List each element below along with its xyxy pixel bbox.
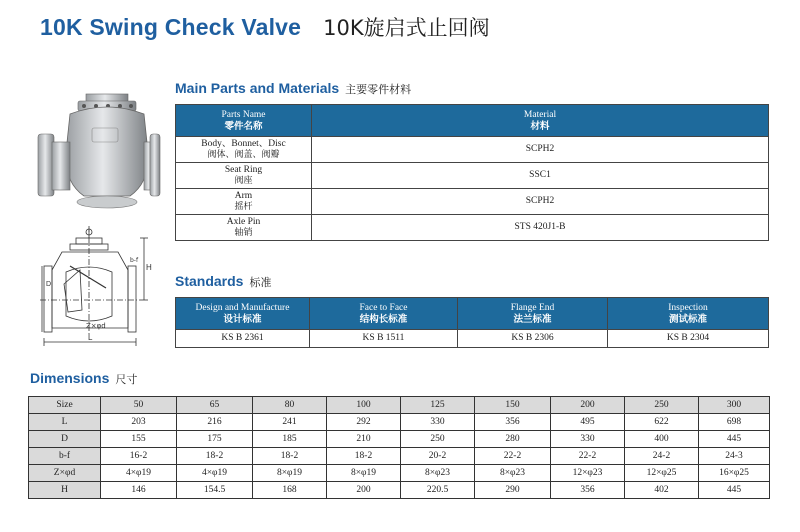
table-cell: 50 (101, 397, 177, 414)
table-cell: 330 (401, 414, 475, 431)
table-cell: 12×φ23 (551, 465, 625, 482)
table-cell: 150 (475, 397, 551, 414)
table-cell: 300 (699, 397, 770, 414)
table-cell: 146 (101, 482, 177, 499)
table-cell: 22-2 (551, 448, 625, 465)
table-cell: 200 (327, 482, 401, 499)
table-cell: 200 (551, 397, 625, 414)
table-row (29, 414, 770, 431)
table-cell: 8×φ23 (475, 465, 551, 482)
table-cell: 356 (475, 414, 551, 431)
parts-header-material: Material 材料 (312, 105, 769, 137)
table-cell: 8×φ23 (401, 465, 475, 482)
table-cell: 20-2 (401, 448, 475, 465)
drawing-label-d: D (46, 281, 52, 288)
table-cell: 292 (327, 414, 401, 431)
table-row (29, 431, 770, 448)
table-cell: 445 (699, 482, 770, 499)
table-cell: 250 (625, 397, 699, 414)
drawing-label-h: H (146, 263, 152, 272)
table-cell: 185 (253, 431, 327, 448)
table-cell: 495 (551, 414, 625, 431)
valve-photo (30, 92, 162, 214)
standards-title-en: Standards (175, 273, 244, 289)
dimensions-header-row (29, 397, 770, 414)
table-row (29, 465, 770, 482)
standards-section-title (175, 273, 271, 290)
table-cell: 4×φ19 (177, 465, 253, 482)
table-cell: 280 (475, 431, 551, 448)
table-cell: 622 (625, 414, 699, 431)
table-cell: 210 (327, 431, 401, 448)
table-cell: 154.5 (177, 482, 253, 499)
table-row (29, 482, 770, 499)
table-cell: 65 (177, 397, 253, 414)
table-cell: 168 (253, 482, 327, 499)
table-cell: 16-2 (101, 448, 177, 465)
table-row (29, 448, 770, 465)
row-label: H (29, 482, 101, 499)
dimensions-title-zh: 尺寸 (115, 373, 138, 386)
standards-table (175, 297, 769, 348)
standards-header-flange: Flange End 法兰标准 (458, 298, 608, 330)
parts-header-name: Parts Name 零件名称 (176, 105, 312, 137)
table-row: Body、Bonnet、Disc 阀体、阀盖、阀瓣 SCPH2 (176, 137, 769, 163)
row-label: L (29, 414, 101, 431)
title-zh: 10K旋启式止回阀 (323, 16, 490, 40)
dimensions-table (28, 396, 770, 499)
standards-header-face: Face to Face 结构长标准 (310, 298, 458, 330)
drawing-label-zd: Z×φd (86, 322, 106, 330)
row-label: b-f (29, 448, 101, 465)
table-cell: 175 (177, 431, 253, 448)
table-cell: 330 (551, 431, 625, 448)
table-cell: 18-2 (327, 448, 401, 465)
table-cell: 12×φ25 (625, 465, 699, 482)
standards-title-zh: 标准 (249, 276, 272, 289)
table-cell: 22-2 (475, 448, 551, 465)
table-cell: 80 (253, 397, 327, 414)
table-row: Arm 摇杆 SCPH2 (176, 189, 769, 215)
table-cell: 402 (625, 482, 699, 499)
table-cell: 241 (253, 414, 327, 431)
title-en: 10K Swing Check Valve (40, 14, 302, 40)
table-cell: 16×φ25 (699, 465, 770, 482)
table-row: Axle Pin 轴销 STS 420J1-B (176, 215, 769, 241)
table-cell: 100 (327, 397, 401, 414)
parts-section-title (175, 80, 411, 97)
table-cell: 203 (101, 414, 177, 431)
table-cell: 18-2 (177, 448, 253, 465)
drawing-label-bf: b-f (130, 257, 139, 264)
table-cell: 445 (699, 431, 770, 448)
table-cell: 24-3 (699, 448, 770, 465)
table-cell: 125 (401, 397, 475, 414)
table-cell: 216 (177, 414, 253, 431)
page-header (40, 12, 490, 42)
parts-table (175, 104, 769, 241)
table-cell: 18-2 (253, 448, 327, 465)
drawing-label-l: L (88, 333, 93, 342)
valve-drawing (40, 226, 152, 354)
row-label: Size (29, 397, 101, 414)
dimensions-section-title (30, 370, 137, 387)
parts-title-en: Main Parts and Materials (175, 80, 340, 96)
table-row: Seat Ring 阀座 SSC1 (176, 163, 769, 189)
table-cell: 698 (699, 414, 770, 431)
table-cell: 4×φ19 (101, 465, 177, 482)
row-label: D (29, 431, 101, 448)
table-cell: 290 (475, 482, 551, 499)
standards-header-inspection: Inspection 测试标准 (608, 298, 769, 330)
table-cell: 220.5 (401, 482, 475, 499)
table-cell: 8×φ19 (253, 465, 327, 482)
table-cell: 250 (401, 431, 475, 448)
table-cell: 8×φ19 (327, 465, 401, 482)
table-row: KS B 2361 KS B 1511 KS B 2306 KS B 2304 (176, 330, 769, 348)
standards-header-design: Design and Manufacture 设计标准 (176, 298, 310, 330)
parts-title-zh: 主要零件材料 (345, 83, 412, 96)
table-cell: 400 (625, 431, 699, 448)
table-cell: 356 (551, 482, 625, 499)
dimensions-title-en: Dimensions (30, 370, 110, 386)
row-label: Z×φd (29, 465, 101, 482)
table-cell: 155 (101, 431, 177, 448)
table-cell: 24-2 (625, 448, 699, 465)
